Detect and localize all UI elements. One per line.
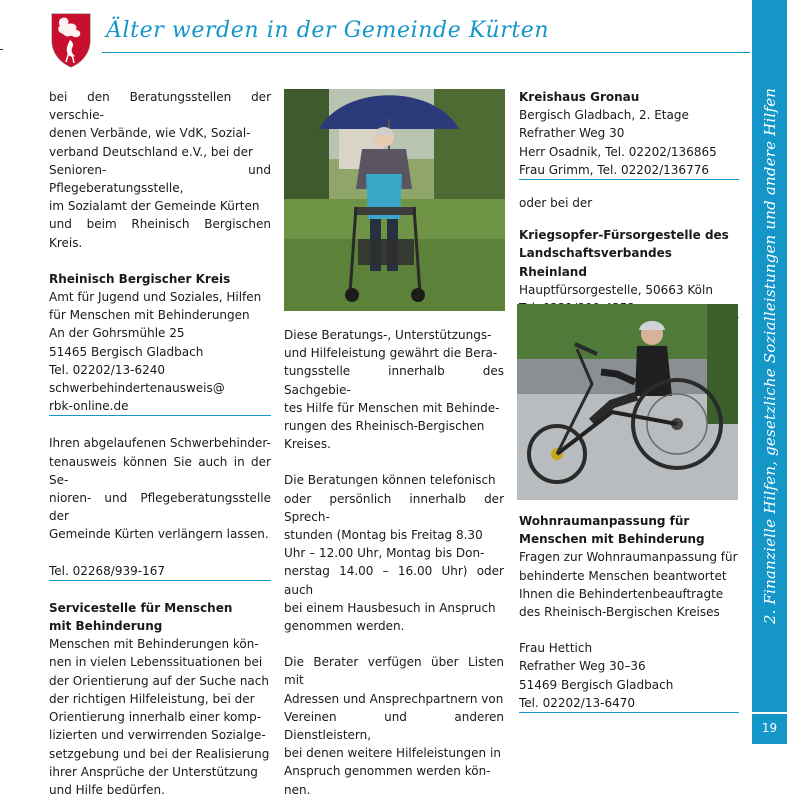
wohnraum-line: Ihnen die Behindertenbeauftragte <box>519 586 724 601</box>
kreishaus-line: Herr Osadnik, Tel. 02202/136865 <box>519 144 717 159</box>
body-line: Die Beratungen können telefonisch <box>284 473 496 488</box>
wohnraum-line: Fragen zur Wohnraumanpassung für <box>519 550 738 565</box>
body-line: und Hilfeleistung gewährt die Bera- <box>284 346 498 361</box>
intro-line: denen Verbände, wie VdK, Sozial- <box>49 126 251 141</box>
right-column-top <box>519 88 739 318</box>
margin-mark <box>0 49 3 50</box>
service-line: und Hilfe bedürfen. <box>49 782 165 797</box>
contact-line: 51469 Bergisch Gladbach <box>519 677 674 692</box>
rbk-email-link[interactable]: rbk-online.de <box>49 397 271 416</box>
service-line: der richtigen Hilfeleistung, bei der <box>49 691 255 706</box>
rbk-email-link[interactable]: schwerbehindertenausweis@ <box>49 381 225 396</box>
kriegsopfer-heading: Landschaftsverbandes Rheinland <box>519 246 672 279</box>
body-line: Adressen und Ansprechpartnern von <box>284 691 504 706</box>
renewal-line: Gemeinde Kürten verlängern lassen. <box>49 527 269 542</box>
rbk-line: 51465 Bergisch Gladbach <box>49 344 204 359</box>
body-line: tes Hilfe für Menschen mit Behinde- <box>284 400 500 415</box>
wohnraum-line: des Rheinisch-Bergischen Kreises <box>519 605 720 620</box>
page-number: 19 <box>761 721 778 735</box>
kriegsopfer-heading: Kriegsopfer-Fürsorgestelle des <box>519 228 729 243</box>
service-line: Orientierung innerhalb einer komp- <box>49 710 262 725</box>
body-line: Uhr – 12.00 Uhr, Montag bis Don- <box>284 546 485 561</box>
page-title: Älter werden in der Gemeinde Kürten <box>106 18 550 43</box>
intro-line: verband Deutschland e.V., bei der <box>49 144 253 159</box>
photo-man-on-handbike <box>517 304 738 500</box>
left-column <box>49 88 271 799</box>
body-line: oder persönlich innerhalb der Sprech- <box>284 491 504 524</box>
chapter-title: 2. Finanzielle Hilfen, gesetzliche Sozialleistungen und andere Hilfen <box>761 87 779 625</box>
service-line: nen in vielen Lebenssituationen bei <box>49 655 263 670</box>
intro-line: bei den Beratungsstellen der verschie- <box>49 90 271 123</box>
renewal-line: nioren- und Pflegeberatungsstelle der <box>49 491 271 524</box>
right-column-bottom <box>519 512 739 713</box>
body-line: bei denen weitere Hilfeleistungen in <box>284 746 501 761</box>
contact-line: Frau Hettich <box>519 641 593 656</box>
kreishaus-line: Refrather Weg 30 <box>519 126 625 141</box>
coat-of-arms-icon <box>48 10 94 68</box>
middle-column <box>284 326 504 799</box>
renewal-line: Ihren abgelaufenen Schwerbehinder- <box>49 436 271 451</box>
rbk-line: An der Gohrsmühle 25 <box>49 326 185 341</box>
body-line: stunden (Montag bis Freitag 8.30 <box>284 528 483 543</box>
or-text: oder bei der <box>519 196 593 211</box>
service-line: ihrer Ansprüche der Unterstützung <box>49 764 258 779</box>
body-line: Kreises. <box>284 437 331 452</box>
service-heading: mit Behinderung <box>49 619 163 634</box>
service-line: setzgebung und bei der Realisierung <box>49 746 270 761</box>
kreishaus-heading: Kreishaus Gronau <box>519 90 640 104</box>
kreishaus-line: Bergisch Gladbach, 2. Etage <box>519 108 689 123</box>
body-line: bei einem Hausbesuch in Anspruch <box>284 600 496 615</box>
body-line: nen. <box>284 782 311 797</box>
body-line: Vereinen und anderen Dienstleistern, <box>284 709 504 743</box>
kreishaus-line: Frau Grimm, Tel. 02202/136776 <box>519 161 739 180</box>
wohnraum-line: behinderte Menschen beantwortet <box>519 568 727 583</box>
contact-phone: Tel. 02202/13-6470 <box>519 694 739 713</box>
body-line: genommen werden. <box>284 619 405 634</box>
body-line: nerstag 14.00 – 16.00 Uhr) oder auch <box>284 564 504 597</box>
wohnraum-heading: Wohnraumanpassung für <box>519 514 690 528</box>
intro-line: Senioren- und Pflegeberatungsstelle, <box>49 162 271 196</box>
body-line: Anspruch genommen werden kön- <box>284 764 491 779</box>
rbk-line: Amt für Jugend und Soziales, Hilfen <box>49 290 262 305</box>
body-line: Die Berater verfügen über Listen mit <box>284 655 504 688</box>
wohnraum-heading: Menschen mit Behinderung <box>519 532 705 547</box>
intro-line: im Sozialamt der Gemeinde Kürten <box>49 199 260 214</box>
body-line: tungsstelle innerhalb des Sachgebie- <box>284 364 504 397</box>
body-line: Diese Beratungs-, Unterstützungs- <box>284 328 492 342</box>
service-line: der Orientierung auf der Suche nach <box>49 673 269 688</box>
rbk-phone: Tel. 02202/13-6240 <box>49 362 165 377</box>
header-rule <box>102 52 750 53</box>
service-heading: Servicestelle für Menschen <box>49 600 233 615</box>
renewal-phone: Tel. 02268/939-167 <box>49 562 271 581</box>
renewal-line: tenausweis können Sie auch in der Se- <box>49 454 271 487</box>
service-line: Menschen mit Behinderungen kön- <box>49 637 259 652</box>
intro-line: und beim Rheinisch Bergischen Kreis. <box>49 217 271 250</box>
rbk-heading: Rheinisch Bergischer Kreis <box>49 271 231 286</box>
photo-woman-with-walker <box>284 89 505 311</box>
body-line: rungen des Rheinisch-Bergischen <box>284 419 485 434</box>
rbk-line: für Menschen mit Behinderungen <box>49 308 250 323</box>
kriegsopfer-line: Hauptfürsorgestelle, 50663 Köln <box>519 282 713 297</box>
contact-line: Refrather Weg 30–36 <box>519 659 646 674</box>
service-line: lizierten und verwirrenden Sozialge- <box>49 728 266 743</box>
